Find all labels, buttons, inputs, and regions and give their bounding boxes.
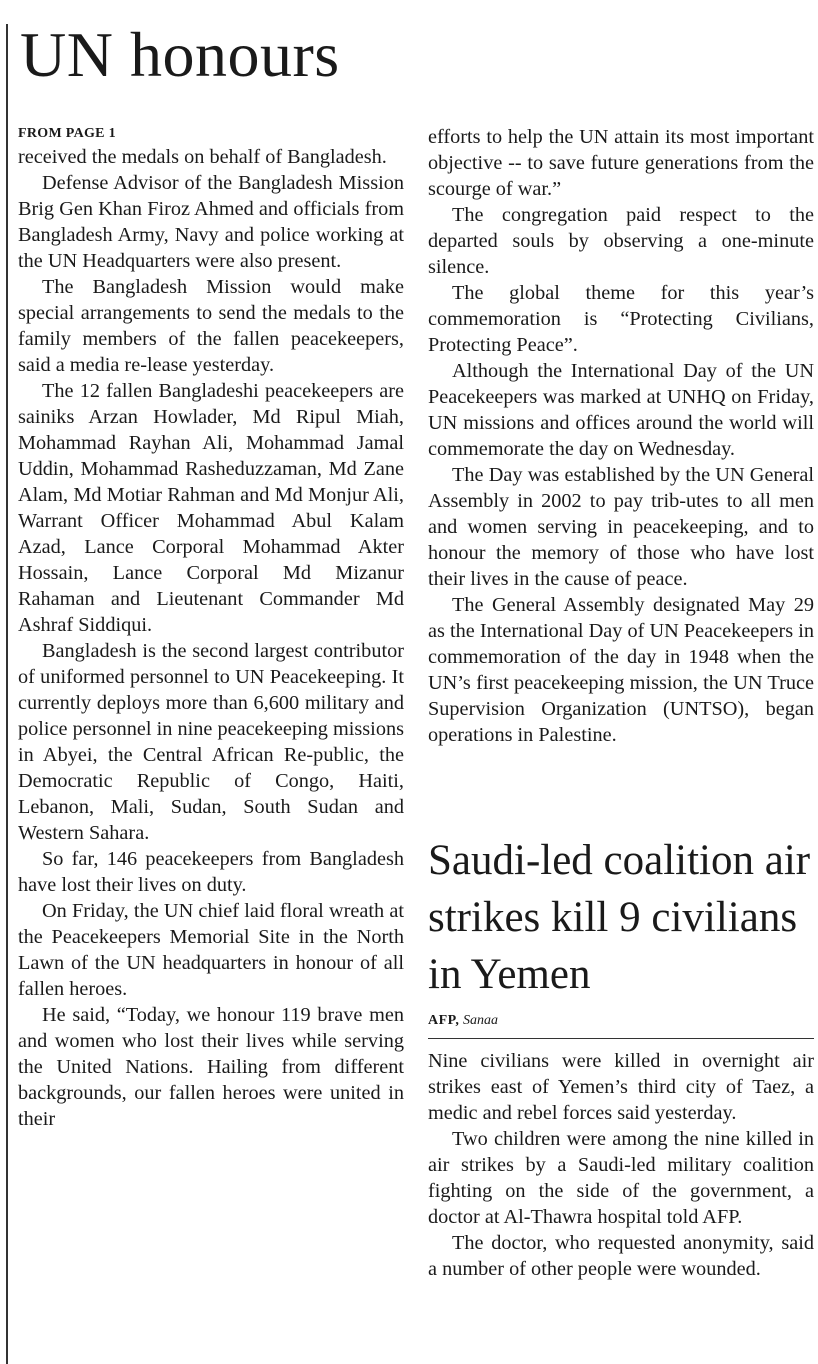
byline <box>428 1010 814 1032</box>
paragraph: On Friday, the UN chief laid floral wreath at the Peacekeepers Memorial Site in the North Lawn of the UN headquarters in honour of all fallen heroes. <box>18 900 404 1000</box>
paragraph: Bangladesh is the second largest contributor of uniformed personnel to UN Peacekeeping. It currently deploys more than 6,600 military and police personnel in nine peacekeeping missions in Abyei, the Central African Re-public, the Democratic Republic of Congo, Haiti, Lebanon, Mali, Sudan, South Sudan and Western Sahara. <box>18 640 404 844</box>
paragraph: received the medals on behalf of Bangladesh. <box>18 146 387 168</box>
paragraph: The doctor, who requested anonymity, said a number of other people were wounded. <box>428 1232 814 1280</box>
byline-rule <box>428 1038 814 1039</box>
paragraph: The global theme for this year’s commemoration is “Protecting Civilians, Protecting Peace”. <box>428 282 814 356</box>
paragraph: Two children were among the nine killed in air strikes by a Saudi-led military coalition fighting on the side of the government, a doctor at Al-Thawra hospital told AFP. <box>428 1128 814 1228</box>
article-un-honours-right-column <box>428 124 814 748</box>
paragraph: Although the International Day of the UN Peacekeepers was marked at UNHQ on Friday, UN missions and offices around the world will commemorate the day on Wednesday. <box>428 360 814 460</box>
column-rule-left <box>6 24 8 1364</box>
paragraph: The Bangladesh Mission would make special arrangements to send the medals to the family members of the fallen peacekeepers, said a media re-lease yesterday. <box>18 276 404 376</box>
paragraph: The congregation paid respect to the departed souls by observing a one-minute silence. <box>428 204 814 278</box>
paragraph: He said, “Today, we honour 119 brave men and women who lost their lives while serving the United Nations. Hailing from different backgrounds, our fallen heroes were united in their <box>18 1004 404 1130</box>
headline-yemen-air-strikes: Saudi-led coalition air strikes kill 9 civilians in Yemen <box>428 837 811 998</box>
byline-city: Sanaa <box>462 1013 498 1028</box>
paragraph: Nine civilians were killed in overnight air strikes east of Yemen’s third city of Taez, a medic and rebel forces said yesterday. <box>428 1050 814 1124</box>
paragraph: Defense Advisor of the Bangladesh Mission Brig Gen Khan Firoz Ahmed and officials from Bangladesh Army, Navy and police working at the UN Headquarters were also present. <box>18 172 404 272</box>
headline-un-honours: UN honours <box>20 19 340 90</box>
article-un-honours-left-column <box>18 124 404 1132</box>
paragraph: efforts to help the UN attain its most important objective -- to save future generations from the scourge of war.” <box>428 126 814 200</box>
byline-agency: AFP, <box>428 1013 460 1028</box>
paragraph: The 12 fallen Bangladeshi peacekeepers are sainiks Arzan Howlader, Md Ripul Miah, Mohammad Rayhan Ali, Mohammad Jamal Uddin, Mohammad Rasheduzzaman, Md Zane Alam, Md Motiar Rahman and Md Monjur Ali, Warrant Officer Mohammad Abul Kalam Azad, Lance Corporal Mohammad Akter Hossain, Lance Corporal Md Mizanur Rahaman and Lieutenant Commander Md Ashraf Siddiqui. <box>18 380 404 636</box>
kicker-from-page-1: FROM PAGE 1 <box>18 126 116 141</box>
article-yemen-body <box>428 1048 814 1282</box>
paragraph: The General Assembly designated May 29 as the International Day of UN Peacekeepers in commemoration of the day in 1948 when the UN’s first peacekeeping mission, the UN Truce Supervision Organization (UNTSO), began operations in Palestine. <box>428 594 814 746</box>
paragraph: So far, 146 peacekeepers from Bangladesh have lost their lives on duty. <box>18 848 404 896</box>
paragraph: The Day was established by the UN General Assembly in 2002 to pay trib-utes to all men and women serving in peacekeeping, and to honour the memory of those who have lost their lives in the cause of peace. <box>428 464 814 590</box>
